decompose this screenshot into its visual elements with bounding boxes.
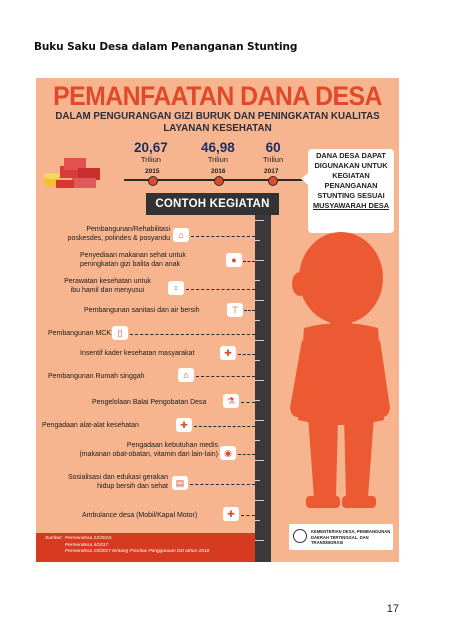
funding-value: 60 <box>265 140 281 155</box>
activity-text: peningkatan gizi balita dan anak <box>80 260 181 268</box>
dashed-connector <box>238 354 255 355</box>
activity-text: hidup bersih dan sehat <box>97 482 168 490</box>
sources-box <box>36 533 255 562</box>
shelter-house-icon: ⌂ <box>178 368 194 382</box>
activity-item <box>48 226 170 243</box>
callout-line: DANA DESA DAPAT <box>316 151 386 160</box>
activity-item <box>40 442 218 459</box>
callout-line: MUSYAWARAH DESA <box>312 201 390 210</box>
ruler-tick <box>255 440 260 441</box>
medical-kit-icon: ✚ <box>176 418 192 432</box>
activity-text: poskesdes, polindes & posyandu <box>67 234 170 242</box>
activity-item <box>92 399 206 408</box>
callout-tail <box>301 173 308 185</box>
activity-item <box>40 474 168 491</box>
infographic-poster <box>36 78 399 562</box>
ruler-tick <box>255 300 264 301</box>
ministry-logo-icon <box>293 529 307 543</box>
source-line: Permendesa 22/2016; <box>65 536 113 541</box>
ruler-tick <box>255 220 264 221</box>
activity-text: Pengadaan kebutuhan medis <box>126 442 218 449</box>
dashed-connector <box>194 426 255 427</box>
timeline-dot <box>268 176 278 186</box>
funding-2016 <box>201 140 235 164</box>
callout-line: PENANGANAN <box>324 181 378 190</box>
source-line: Permendesa 19/2017 tentang Prioritas Penggunaan DD tahun 2018 <box>65 549 210 554</box>
ministry-logo-box <box>289 524 393 550</box>
year-label: 2015 <box>145 168 160 175</box>
ruler-tick <box>255 320 260 321</box>
dashed-connector <box>241 402 255 403</box>
funding-value: 20,67 <box>134 140 168 155</box>
activity-text: Pembangunan MCK <box>48 330 112 337</box>
callout-line: KEGIATAN <box>332 171 370 180</box>
activity-item <box>82 512 197 521</box>
activity-text: Perawatan kesehatan untuk <box>64 278 151 285</box>
ruler-tick <box>255 360 260 361</box>
activity-item <box>80 350 194 359</box>
ruler-tick <box>255 540 264 541</box>
ministry-name-line: KEMENTERIAN DESA, PEMBANGUNAN <box>311 529 391 534</box>
dashed-connector <box>191 236 255 237</box>
activity-text: Pembangunan sanitasi dan air bersih <box>84 307 200 314</box>
activity-text: Sosialisasi dan edukasi gerakan <box>67 474 168 481</box>
funding-value: 46,98 <box>201 140 235 155</box>
money-pile-icon <box>42 150 104 192</box>
dashed-connector <box>190 484 255 485</box>
activity-text: Ambulance desa (Mobil/Kapal Motor) <box>82 512 198 519</box>
ruler-tick <box>255 520 260 521</box>
ruler-tick <box>255 280 260 281</box>
activity-text: Insentif kader kesehatan masyarakat <box>80 350 195 357</box>
timeline-dot <box>214 176 224 186</box>
activity-item <box>42 422 139 431</box>
ruler-tick <box>255 340 264 341</box>
page-number: 17 <box>386 603 399 615</box>
clinic-icon: ⚗ <box>223 394 239 408</box>
ruler-tick <box>255 460 264 461</box>
funding-unit: Triliun <box>263 155 284 164</box>
dashed-connector <box>244 310 255 311</box>
dashed-connector <box>196 376 255 377</box>
ruler-tick <box>255 240 260 241</box>
activity-text: Pembangunan/Rehabilitasi <box>86 226 170 233</box>
timeline-dot <box>148 176 158 186</box>
water-tap-icon: ⊤ <box>227 303 243 317</box>
activity-item <box>80 252 226 269</box>
ruler-tick <box>255 400 260 401</box>
education-icon: ▤ <box>172 476 188 490</box>
document-header: Buku Saku Desa dalam Penanganan Stunting <box>34 41 298 53</box>
ruler-tick <box>255 380 264 381</box>
activity-item <box>48 373 145 382</box>
activity-item <box>84 307 200 316</box>
activity-item <box>48 330 111 339</box>
funding-2017 <box>263 140 283 164</box>
sources-label: Sumber: <box>45 536 64 541</box>
contoh-kegiatan-banner: CONTOH KEGIATAN <box>146 193 279 215</box>
house-icon: ⌂ <box>173 228 189 242</box>
food-icon: ● <box>226 253 242 267</box>
subtitle-line-1: DALAM PENGURANGAN GIZI BURUK DAN PENINGKATAN KUALITAS <box>55 111 380 122</box>
funding-2015 <box>134 140 168 164</box>
dashed-connector <box>130 334 255 335</box>
funding-unit: Triliun <box>140 155 161 164</box>
medicine-icon: ◉ <box>220 446 236 460</box>
poster-title: PEMANFAATAN DANA DESA <box>53 81 382 111</box>
year-label: 2017 <box>264 168 279 175</box>
toilet-icon: ▯ <box>112 326 128 340</box>
subtitle-line-2: LAYANAN KESEHATAN <box>163 123 272 134</box>
poster-subtitle <box>36 111 399 135</box>
ministry-name <box>311 529 393 546</box>
dashed-connector <box>241 515 255 516</box>
ruler-tick <box>255 500 264 501</box>
ministry-name-line: DAERAH TERTINGGAL, DAN TRANSMIGRASI <box>311 534 369 546</box>
child-silhouette-icon <box>286 230 396 530</box>
pregnant-mother-icon: ♀ <box>168 281 184 295</box>
activity-text: Pengadaan alat-alat kesehatan <box>42 422 139 429</box>
ruler-tick <box>255 480 260 481</box>
dashed-connector <box>186 289 255 290</box>
sources-list <box>65 536 209 556</box>
funding-unit: Triliun <box>207 155 228 164</box>
health-worker-icon: ✚ <box>220 346 236 360</box>
activity-text: ibu hamil dan menyusui <box>70 286 145 294</box>
activity-text: Penyediaan makanan sehat untuk <box>80 252 186 259</box>
activity-text: (makanan obat-obatan, vitamin dan lain-lain) <box>79 450 218 458</box>
activity-text: Pengelolaan Balai Pengobatan Desa <box>92 399 207 406</box>
height-ruler <box>255 200 271 562</box>
dashed-connector <box>238 454 255 455</box>
callout-line: DIGUNAKAN UNTUK <box>314 161 388 170</box>
callout-bubble <box>308 149 394 233</box>
ruler-tick <box>255 420 264 421</box>
ambulance-icon: ✚ <box>223 507 239 521</box>
callout-line: STUNTING SESUAI <box>317 191 385 200</box>
source-line: Permendesa 4/2017 <box>65 542 109 548</box>
activity-item <box>44 278 171 295</box>
activity-text: Pembangunan Rumah singgah <box>48 373 145 380</box>
ruler-tick <box>255 260 264 261</box>
dashed-connector <box>243 261 255 262</box>
year-label: 2016 <box>211 168 226 175</box>
